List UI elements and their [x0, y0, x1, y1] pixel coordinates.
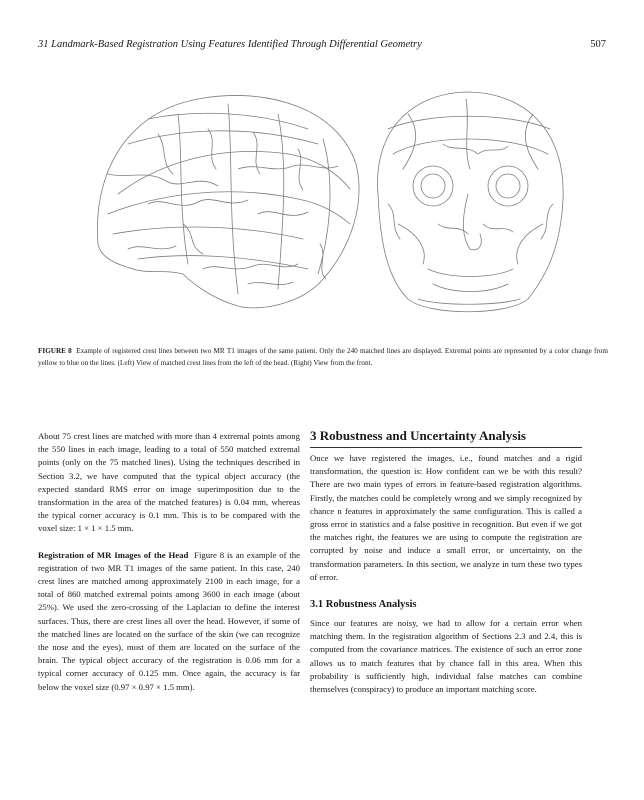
right-paragraph-1: Once we have registered the images, i.e., found matches and a rigid transformation, the question is: How confident can we be with this result? There are two main types of errors in feature-based registration algorithms. Firstly, the matches could be completely wrong and we simply recognized by chance n features in approximately the same configuration. This is called a gross error in statistics and a false positive in recognition. But even if we got the matches right, the features we are using to compute the registration are corrupted by noise and induce a small error, or uncertainty, on the transformation parameters. In this section, we analyze in turn these two types of error.: [310, 453, 582, 582]
section-title: 3 Robustness and Uncertainty Analysis: [310, 428, 582, 448]
head-left-view: [97, 95, 359, 307]
subsection-title: 3.1 Robustness Analysis: [310, 599, 417, 611]
figure-caption: [38, 345, 608, 369]
figure-label: FIGURE 8: [38, 347, 72, 355]
figure-8-image: [88, 74, 588, 316]
left-paragraph-1: About 75 crest lines are matched with more than 4 extremal points among the 550 lines in each image, leading to a total of 550 matched extremal points (only on the 75 matched lines). Using the techniques described in Section 3.2, we have computed that the typical object accuracy (the expected standard RMS error on image superimposition due to the transformation in the area of the matched features) is 0.04 mm, whereas the typical corner accuracy is 0.1 mm. This is to be compared with the voxel size: 1 × 1 × 1.5 mm.: [38, 431, 300, 534]
left-paragraph-2: [38, 549, 300, 694]
right-column: [310, 428, 582, 696]
head-front-view: [378, 92, 564, 312]
running-header: [38, 39, 606, 53]
run-in-heading: Registration of MR Images of the Head: [38, 549, 189, 560]
left-column: [38, 430, 300, 694]
right-paragraph-2: Since our features are noisy, we had to allow for a certain error when matching them. In the registration algorithm of Sections 2.3 and 2.4, this is computed from the covariance matrices. The existence of such an error zone allows us to match features that by chance fall in this area. When this probability is sufficiently high, individual false matches can combine themselves (conspiracy) to produce an important matching score.: [310, 618, 582, 695]
crest-lines-illustration: [88, 74, 588, 316]
left-paragraph-2-text: Figure 8 is an example of the registration of two MR T1 images of the same patient. In this case, 240 crest lines are matched among approximately 2100 in each image, for a total of 860 matched extremal points among 3600 in each image (about 25%). We used the zero-crossing of the Laplacian to define the interest surfaces. Thus, there are crest lines all over the head. However, if some of the matched lines are located on the surface of the skin (we can recognize the nose and the eyes), most of them are located on the surface of the brain. The typical object accuracy of the registration is 0.06 mm for a typical corner accuracy of 0.125 mm. Once again, the accuracy is far below the voxel size (0.97 × 0.97 × 1.5 mm).: [38, 549, 301, 692]
figure-caption-text: Example of registered crest lines between two MR T1 images of the same patient. Only the 240 matched lines are displayed. Extremal points are represented by a color change from yellow to blue on the lines. (Left) View of matched crest lines from the left of the head. (Right) View from the front.: [38, 347, 608, 367]
running-title: 31 Landmark-Based Registration Using Features Identified Through Differential Geometry: [38, 39, 422, 50]
page-number: 507: [590, 39, 606, 50]
